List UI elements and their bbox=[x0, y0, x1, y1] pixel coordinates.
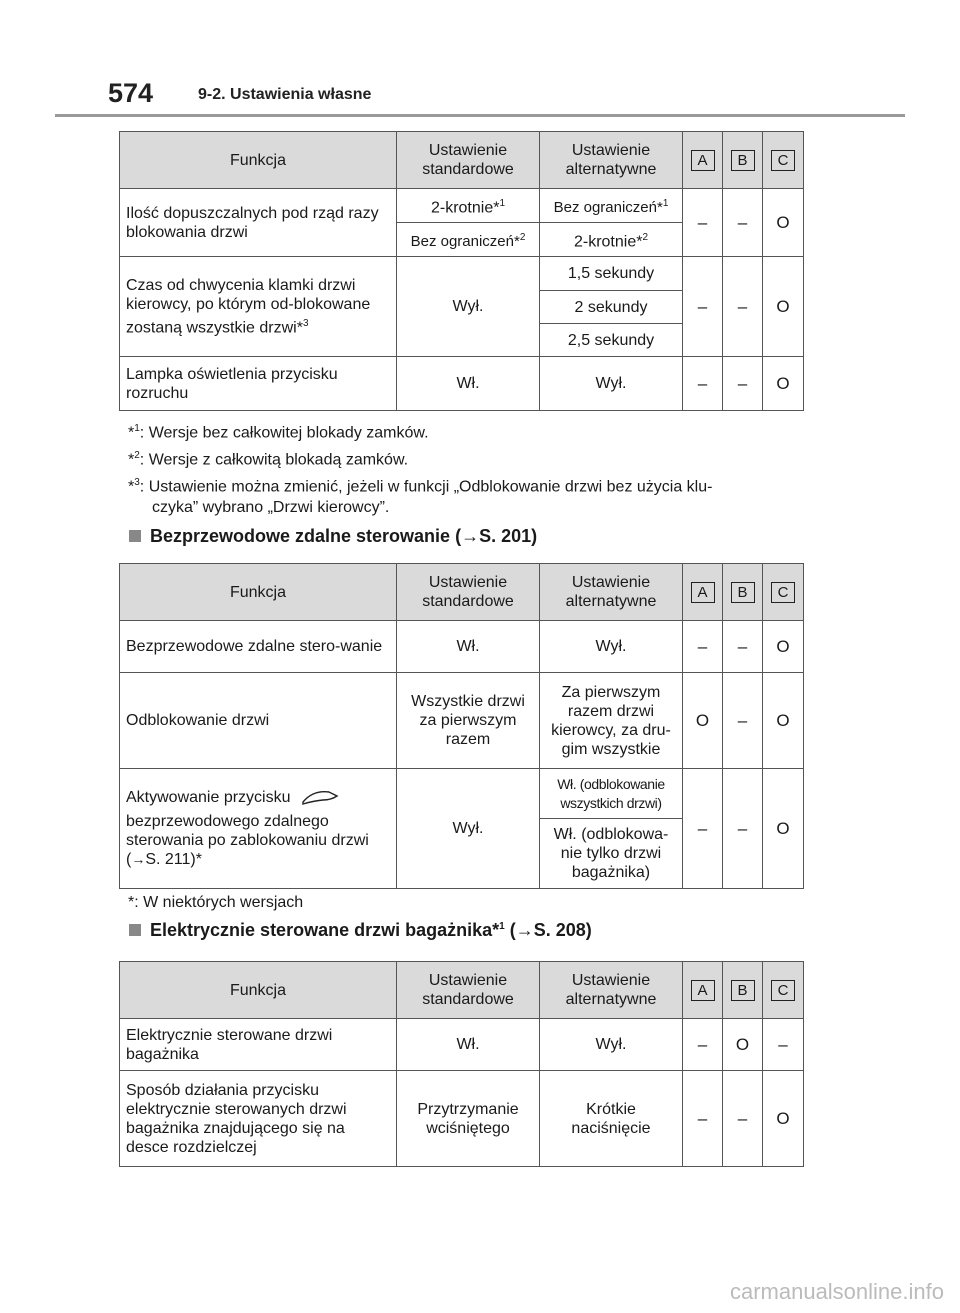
t2-r3-alt2: Wł. (odblokowa-nie tylko drzwi bagażnika) bbox=[540, 819, 683, 889]
t2-col-b: B bbox=[731, 582, 755, 603]
footnote-1: *$^1$: Wersje bez całkowitej blokady zamków. bbox=[128, 423, 429, 442]
t2-r1-std: Wł. bbox=[397, 621, 540, 673]
t1-r3-std: Wł. bbox=[397, 357, 540, 411]
t1-r1-alt1: Bez ograniczeń* bbox=[553, 199, 663, 216]
col-funkcja: Funkcja bbox=[120, 132, 397, 189]
t1-r2-c: O bbox=[763, 257, 804, 357]
t3-col-funkcja: Funkcja bbox=[120, 962, 397, 1019]
col-a: A bbox=[691, 150, 715, 171]
t3-col-alt: Ustawienie alternatywne bbox=[540, 962, 683, 1019]
t2-col-a: A bbox=[691, 582, 715, 603]
t1-r1-c: O bbox=[763, 189, 804, 257]
t3-r2-b: – bbox=[723, 1071, 763, 1167]
t3-r1-func: Elektrycznie sterowane drzwi bagażnika bbox=[120, 1019, 397, 1071]
t2-r3-b: – bbox=[723, 769, 763, 889]
t2-r3-alt1: Wł. (odblokowanie wszystkich drzwi) bbox=[540, 769, 683, 819]
t1-r2-func: Czas od chwycenia klamki drzwi kierowcy, po którym od-blokowane zostaną wszystkie drzwi* bbox=[126, 276, 371, 337]
t2-col-alt: Ustawienie alternatywne bbox=[540, 564, 683, 621]
t2-r2-a: O bbox=[683, 673, 723, 769]
watermark: carmanualsonline.info bbox=[729, 1279, 944, 1304]
t1-r3-a: – bbox=[683, 357, 723, 411]
t3-col-b: B bbox=[731, 980, 755, 1001]
t3-r2-a: – bbox=[683, 1071, 723, 1167]
t1-r2-alt2: 2 sekundy bbox=[540, 291, 683, 324]
t2-col-standard: Ustawienie standardowe bbox=[397, 564, 540, 621]
t1-r1-b: – bbox=[723, 189, 763, 257]
t1-r1-alt2: 2-krotnie* bbox=[573, 233, 643, 251]
t3-r2-c: O bbox=[763, 1071, 804, 1167]
col-alt: Ustawienie alternatywne bbox=[540, 132, 683, 189]
t2-r2-std: Wszystkie drzwi za pierwszym razem bbox=[397, 673, 540, 769]
col-b: B bbox=[731, 150, 755, 171]
footnote-2: *$^2$: Wersje z całkowitą blokadą zamków. bbox=[128, 450, 409, 469]
remote-key-icon bbox=[301, 788, 339, 808]
section-title: 9-2. Ustawienia własne bbox=[198, 86, 372, 103]
t3-r2-func: Sposób działania przycisku elektrycznie sterowanych drzwi bagażnika znajdującego się na desce rozdzielczej bbox=[120, 1071, 397, 1167]
settings-table-3 bbox=[119, 961, 804, 1167]
t2-r2-alt: Za pierwszym razem drzwi kierowcy, za dru-gim wszystkie bbox=[540, 673, 683, 769]
t1-r2-a: – bbox=[683, 257, 723, 357]
t1-r3-c: O bbox=[763, 357, 804, 411]
t2-r3-a: – bbox=[683, 769, 723, 889]
t3-r1-b: O bbox=[723, 1019, 763, 1071]
page-number: 574 bbox=[108, 78, 154, 108]
t3-r1-a: – bbox=[683, 1019, 723, 1071]
t2-r1-a: – bbox=[683, 621, 723, 673]
t1-r1-std1: 2-krotnie* bbox=[430, 199, 500, 217]
t2-col-funkcja: Funkcja bbox=[120, 564, 397, 621]
t3-r2-alt: Krótkie naciśnięcie bbox=[540, 1071, 683, 1167]
settings-table-2 bbox=[119, 563, 804, 889]
t1-r2-alt3: 2,5 sekundy bbox=[540, 324, 683, 357]
t3-r2-std: Przytrzymanie wciśniętego bbox=[397, 1071, 540, 1167]
t2-r3-c: O bbox=[763, 769, 804, 889]
t2-r1-b: – bbox=[723, 621, 763, 673]
t3-col-standard: Ustawienie standardowe bbox=[397, 962, 540, 1019]
t1-r1-func: Ilość dopuszczalnych pod rząd razy blokowania drzwi bbox=[120, 189, 397, 257]
t1-r3-b: – bbox=[723, 357, 763, 411]
t1-r3-alt: Wył. bbox=[540, 357, 683, 411]
t3-col-a: A bbox=[691, 980, 715, 1001]
t2-r1-func: Bezprzewodowe zdalne stero-wanie bbox=[120, 621, 397, 673]
t1-r2-alt1: 1,5 sekundy bbox=[540, 257, 683, 291]
t1-r2-std: Wył. bbox=[397, 257, 540, 357]
col-standard: Ustawienie standardowe bbox=[397, 132, 540, 189]
col-c: C bbox=[771, 150, 795, 171]
t2-r3-std: Wył. bbox=[397, 769, 540, 889]
t2-r2-c: O bbox=[763, 673, 804, 769]
settings-table-1: Funkcja Ustawienie standardowe Ustawienie alternatywne A B C Ilość dopuszczalnych pod rząd razy blokowania drzwi 2-krotnie*$^1$ Bez ograniczeń*$^1$ – – O Bez ograniczeń*$^2$ 2-krotnie*$^2$ Czas od chwycenia klamki drzwi kierowcy, po którym od-blokowane zostaną wszystkie drzwi*$^3$ Wył. 1,5 sekundy – – O 2 sekundy 2,5 sekundy Lampka oświetlenia przycisku rozruchu Wł. Wył. – – O bbox=[119, 131, 804, 411]
t2-r3-func: Aktywowanie przycisku bezprzewodowego zdalnego sterowania po zablokowaniu drzwi (→S. 211)* bbox=[120, 769, 397, 889]
footnote-3: *$^3$: Ustawienie można zmienić, jeżeli w funkcji „Odblokowanie drzwi bez użycia klu- czyka” wybrano „Drzwi kierowcy”. bbox=[128, 477, 713, 517]
t1-r1-std2: Bez ograniczeń* bbox=[410, 233, 520, 250]
t2-r2-func: Odblokowanie drzwi bbox=[120, 673, 397, 769]
t1-r3-func: Lampka oświetlenia przycisku rozruchu bbox=[120, 357, 397, 411]
t2-r1-alt: Wył. bbox=[540, 621, 683, 673]
footnote-versions: *: W niektórych wersjach bbox=[128, 894, 304, 911]
section-remote: Bezprzewodowe zdalne sterowanie (→S. 201) bbox=[129, 526, 537, 547]
t1-r1-a: – bbox=[683, 189, 723, 257]
t3-col-c: C bbox=[771, 980, 795, 1001]
t2-col-c: C bbox=[771, 582, 795, 603]
t3-r1-alt: Wył. bbox=[540, 1019, 683, 1071]
t2-r1-c: O bbox=[763, 621, 804, 673]
t2-r2-b: – bbox=[723, 673, 763, 769]
t3-r1-std: Wł. bbox=[397, 1019, 540, 1071]
header-rule bbox=[55, 114, 905, 117]
t3-r1-c: – bbox=[763, 1019, 804, 1071]
section-tailgate: Elektrycznie sterowane drzwi bagażnika*$^1$ (→S. 208) bbox=[129, 920, 592, 941]
t1-r2-b: – bbox=[723, 257, 763, 357]
